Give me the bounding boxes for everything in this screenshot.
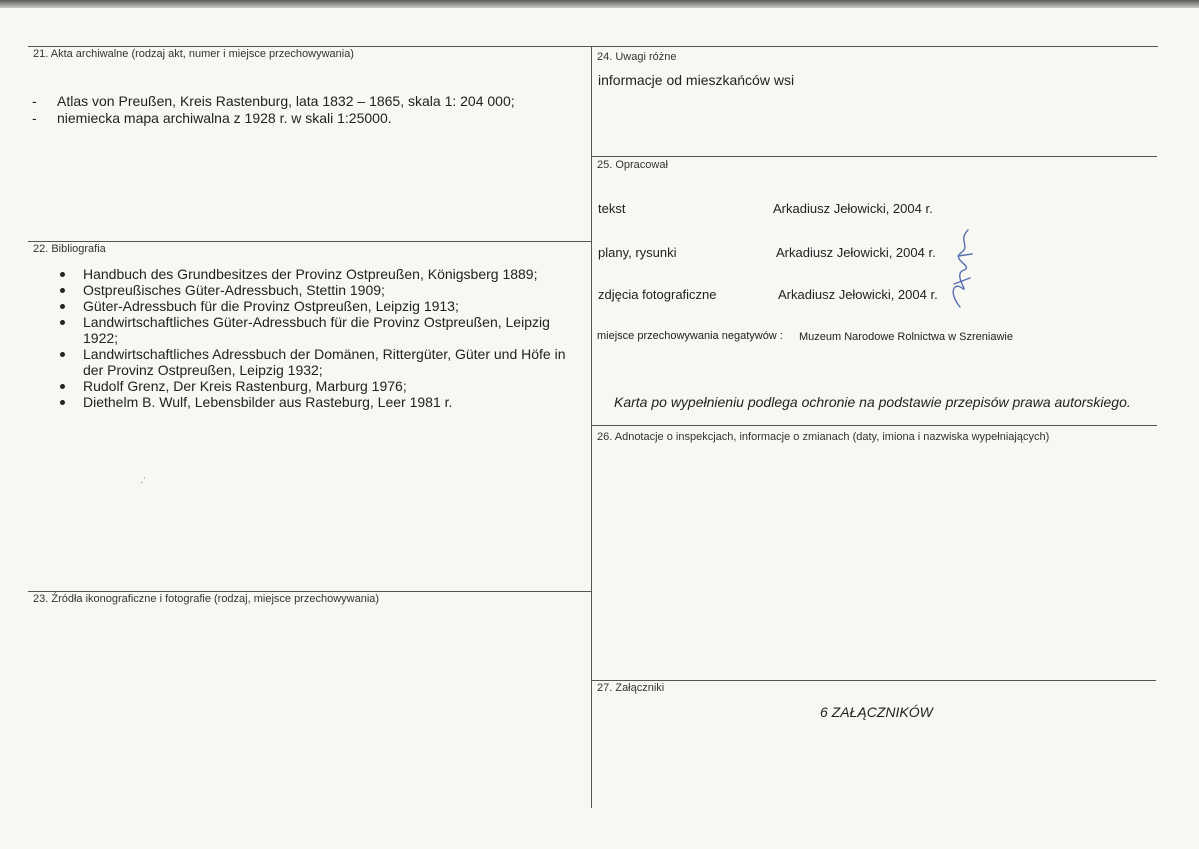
list-item: Ostpreußisches Güter-Adressbuch, Stettin 1909; <box>30 282 573 298</box>
author-row-value: Arkadiusz Jełowicki, 2004 r. <box>773 201 933 216</box>
section-26-label: 26. Adnotacje o inspekcjach, informacje o zmianach (daty, imiona i nazwiska wypełniających) <box>597 431 1050 443</box>
list-item: Güter-Adressbuch für die Provinz Ostpreußen, Leipzig 1913; <box>30 298 573 314</box>
section-24-label: 24. Uwagi różne <box>597 51 677 63</box>
list-item: - niemiecka mapa archiwalna z 1928 r. w skali 1:25000. <box>30 110 515 127</box>
center-divider <box>591 46 592 808</box>
section-27-label: 27. Załączniki <box>597 682 665 694</box>
author-row-value: Arkadiusz Jełowicki, 2004 r. <box>776 245 936 260</box>
list-item: Landwirtschaftliches Güter-Adressbuch für die Provinz Ostpreußen, Leipzig 1922; <box>30 314 573 346</box>
list-item: - Atlas von Preußen, Kreis Rastenburg, lata 1832 – 1865, skala 1: 204 000; <box>30 93 515 110</box>
scan-speck: ·˙ <box>140 477 147 488</box>
copyright-notice: Karta po wypełnieniu podlega ochronie na podstawie przepisów prawa autorskiego. <box>614 394 1131 410</box>
scan-top-edge <box>0 0 1199 8</box>
divider-25 <box>591 156 1157 157</box>
divider-22 <box>28 241 591 242</box>
bibliography-list <box>30 266 573 410</box>
author-row-value: Arkadiusz Jełowicki, 2004 r. <box>778 287 938 302</box>
author-row-key: plany, rysunki <box>598 245 677 260</box>
list-item: Handbuch des Grundbesitzes der Provinz Ostpreußen, Königsberg 1889; <box>30 266 573 282</box>
divider-21 <box>28 46 1158 47</box>
list-item: Rudolf Grenz, Der Kreis Rastenburg, Marburg 1976; <box>30 378 573 394</box>
section-21-label: 21. Akta archiwalne (rodzaj akt, numer i miejsce przechowywania) <box>33 48 354 60</box>
divider-23 <box>28 591 591 592</box>
section-23-label: 23. Źródła ikonograficzne i fotografie (rodzaj, miejsce przechowywania) <box>33 593 380 605</box>
signature-image <box>940 222 980 312</box>
archives-list <box>30 93 515 127</box>
list-item: Landwirtschaftliches Adressbuch der Domänen, Rittergüter, Güter und Höfe in der Provinz Ostpreußen, Leipzig 1932; <box>30 346 573 378</box>
negatives-label: miejsce przechowywania negatywów : <box>597 330 783 342</box>
section-25-label: 25. Opracował <box>597 159 668 171</box>
author-row-key: tekst <box>598 201 626 216</box>
attachments-count: 6 ZAŁĄCZNIKÓW <box>820 704 933 720</box>
author-row-key: zdjęcia fotograficzne <box>598 287 717 302</box>
list-item: Diethelm B. Wulf, Lebensbilder aus Rasteburg, Leer 1981 r. <box>30 394 573 410</box>
divider-26 <box>591 425 1157 426</box>
divider-27 <box>591 680 1156 681</box>
remarks-text: informacje od mieszkańców wsi <box>598 72 795 88</box>
section-22-label: 22. Bibliografia <box>33 243 106 255</box>
negatives-value: Muzeum Narodowe Rolnictwa w Szreniawie <box>799 331 1013 343</box>
